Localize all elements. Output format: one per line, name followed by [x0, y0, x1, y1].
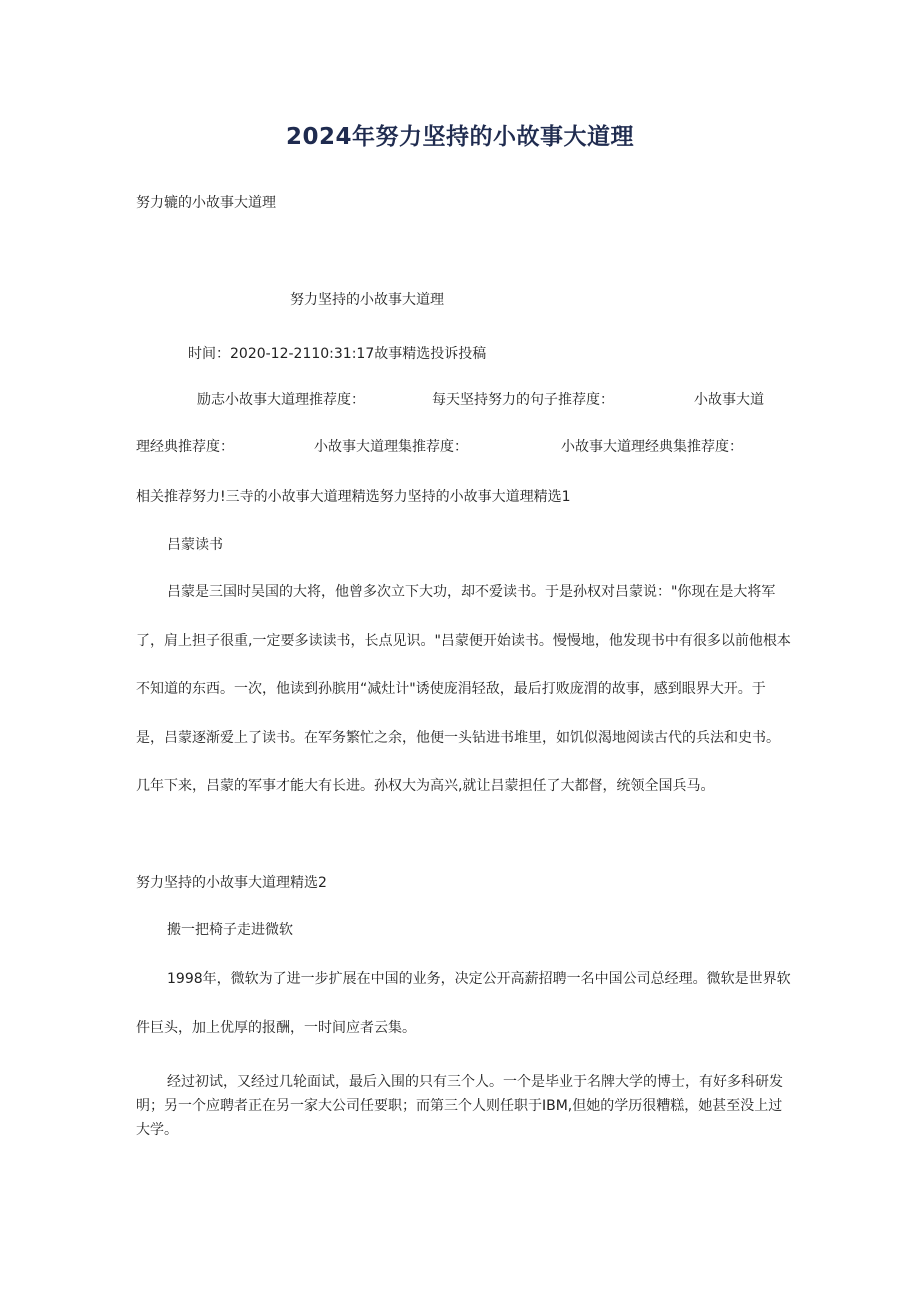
- recommend-item-3-cont: 理经典推荐度：: [136, 439, 234, 455]
- story1-heading: 吕蒙读书: [167, 537, 223, 553]
- story1-body: 吕蒙是三国时吴国的大将，他曾多次立下大功，却不爱读书。于是孙权对吕蒙说："你现在是大将军了，肩上担子很重,一定要多读读书，长点见识。"吕蒙便开始读书。慢慢地，他发现书中有很多以前他根本不知道的东西。一次，他读到孙膑用“减灶计"诱使庞涓轻敌，最后打败庞渭的故事，感到眼界大开。于是，吕蒙逐渐爱上了读书。在军务繁忙之余，他便一头钻进书堆里，如饥似渴地阅读古代的兵法和史书。几年下来，吕蒙的军事才能大有长进。孙权大为高兴,就让吕蒙担任了大都督，统领全国兵马。: [136, 584, 791, 794]
- meta-line: 时间：2020-12-2110:31:17故事精选投诉投稿: [188, 346, 487, 362]
- recommend-item-3: 小故事大道: [694, 392, 764, 408]
- section2-heading: 努力坚持的小故事大道理精选2: [136, 875, 327, 891]
- story2-paragraph-1: 1998年，微软为了进一步扩展在中国的业务，决定公开高薪招聘一名中国公司总经理。微软是世界软件巨头，加上优厚的报酬，一时间应者云集。: [136, 971, 791, 1036]
- recommend-item-4: 小故事大道理集推荐度：: [314, 439, 468, 455]
- related-line: 相关推荐努力!三寺的小故事大道理精选努力坚持的小故事大道理精选1: [136, 489, 571, 505]
- subtitle: 努力辘的小故事大道理: [136, 195, 276, 211]
- recommend-item-5: 小故事大道理经典集推荐度：: [561, 439, 743, 455]
- recommend-item-1: 励志小故事大道理推荐度：: [197, 392, 365, 408]
- article-title: 努力坚持的小故事大道理: [290, 292, 444, 308]
- recommend-item-2: 每天坚持努力的句子推荐度：: [432, 392, 614, 408]
- story2-heading: 搬一把椅子走进微软: [167, 922, 293, 938]
- document-title: 2024年努力坚持的小故事大道理: [285, 124, 634, 150]
- story2-paragraph-2: 经过初试，又经过几轮面试，最后入围的只有三个人。一个是毕业于名牌大学的博士，有好多科研发明；另一个应聘者正在另一家大公司任要职；而第三个人则任职于IBM,但她的学历很糟糕，她甚至没上过大学。: [136, 1074, 783, 1138]
